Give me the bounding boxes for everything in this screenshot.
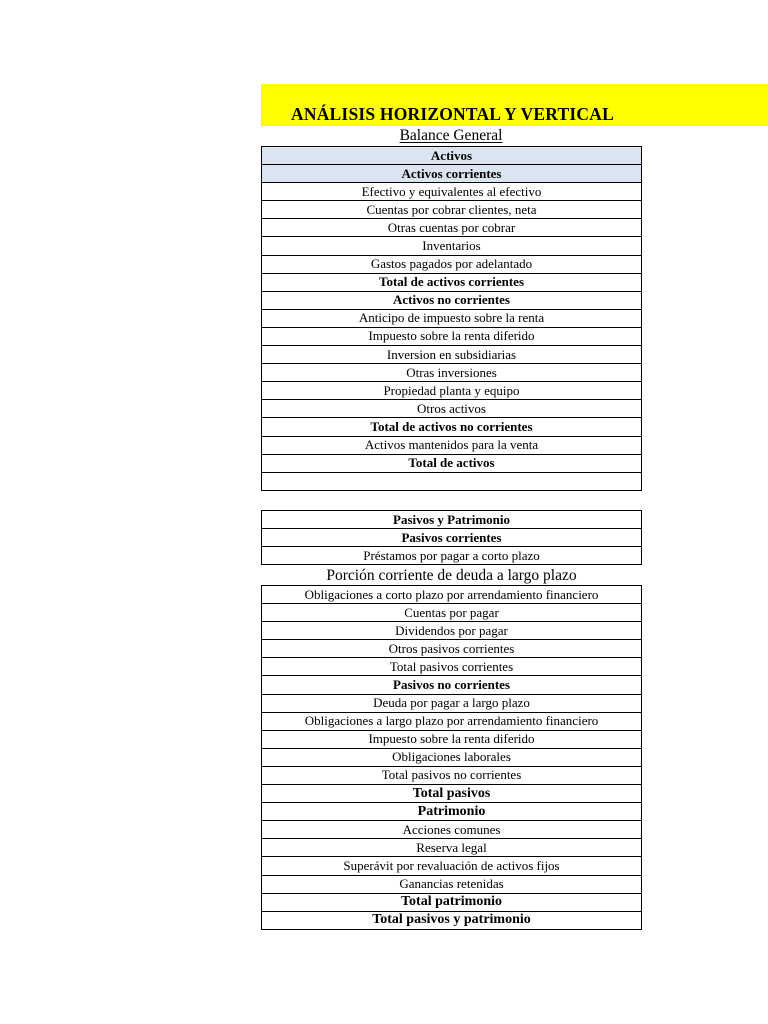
row-label-cell: Inventarios xyxy=(262,237,642,255)
empty-cell xyxy=(262,472,642,490)
table-row xyxy=(262,604,642,622)
table-row xyxy=(262,291,642,309)
row-label-cell: Impuesto sobre la renta diferido xyxy=(262,327,642,345)
table-row xyxy=(262,748,642,766)
row-label-cell: Impuesto sobre la renta diferido xyxy=(262,730,642,748)
table-row xyxy=(262,472,642,490)
row-label-cell: Gastos pagados por adelantado xyxy=(262,255,642,273)
table-row xyxy=(262,511,642,529)
row-label-cell: Ganancias retenidas xyxy=(262,875,642,893)
row-label-cell: Superávit por revaluación de activos fijos xyxy=(262,857,642,875)
table-row xyxy=(262,418,642,436)
table-row xyxy=(262,712,642,730)
row-label-cell: Otros pasivos corrientes xyxy=(262,640,642,658)
page-title: ANÁLISIS HORIZONTAL Y VERTICAL xyxy=(291,104,614,124)
current-portion-long-term-debt-label: Porción corriente de deuda a largo plazo xyxy=(326,567,577,584)
table-row xyxy=(262,694,642,712)
row-label-cell: Efectivo y equivalentes al efectivo xyxy=(262,183,642,201)
row-label-cell: Pasivos y Patrimonio xyxy=(262,511,642,529)
row-label-cell: Préstamos por pagar a corto plazo xyxy=(262,547,642,565)
row-label-cell: Activos xyxy=(262,147,642,165)
row-label-cell: Total de activos no corrientes xyxy=(262,418,642,436)
table-row xyxy=(262,875,642,893)
table-row xyxy=(262,454,642,472)
row-label-cell: Activos mantenidos para la venta xyxy=(262,436,642,454)
row-label-cell: Pasivos corrientes xyxy=(262,529,642,547)
table-row xyxy=(262,821,642,839)
row-label-cell: Pasivos no corrientes xyxy=(262,676,642,694)
table-row xyxy=(262,622,642,640)
table-row xyxy=(262,273,642,291)
title-banner xyxy=(261,84,768,126)
row-label-cell: Patrimonio xyxy=(262,803,642,821)
row-label-cell: Inversion en subsidiarias xyxy=(262,346,642,364)
table-row xyxy=(262,785,642,803)
table-row xyxy=(262,201,642,219)
table-row xyxy=(262,857,642,875)
subtitle-text: Balance General xyxy=(399,127,503,144)
row-label-cell: Otras inversiones xyxy=(262,364,642,382)
table-row xyxy=(262,529,642,547)
table-row xyxy=(262,165,642,183)
row-label-cell: Total pasivos no corrientes xyxy=(262,766,642,784)
row-label-cell: Dividendos por pagar xyxy=(262,622,642,640)
assets-table-body xyxy=(262,147,642,491)
liabilities-equity-table xyxy=(261,585,642,930)
table-row xyxy=(262,803,642,821)
row-label-cell: Obligaciones a corto plazo por arrendamiento financiero xyxy=(262,586,642,604)
table-row xyxy=(262,676,642,694)
table-row xyxy=(262,730,642,748)
table-row xyxy=(262,255,642,273)
table-row xyxy=(262,183,642,201)
table-row xyxy=(262,839,642,857)
table-row xyxy=(262,766,642,784)
table-row xyxy=(262,586,642,604)
liabilities-equity-body xyxy=(262,586,642,930)
liabilities-header-table xyxy=(261,510,642,565)
table-row xyxy=(262,219,642,237)
table-row xyxy=(262,237,642,255)
row-label-cell: Total de activos xyxy=(262,454,642,472)
row-label-cell: Activos corrientes xyxy=(262,165,642,183)
table-row xyxy=(262,382,642,400)
row-label-cell: Obligaciones laborales xyxy=(262,748,642,766)
row-label-cell: Cuentas por pagar xyxy=(262,604,642,622)
row-label-cell: Reserva legal xyxy=(262,839,642,857)
row-label-cell: Cuentas por cobrar clientes, neta xyxy=(262,201,642,219)
table-row xyxy=(262,364,642,382)
table-row xyxy=(262,658,642,676)
row-label-cell: Activos no corrientes xyxy=(262,291,642,309)
row-label-cell: Anticipo de impuesto sobre la renta xyxy=(262,309,642,327)
table-row xyxy=(262,346,642,364)
row-label-cell: Deuda por pagar a largo plazo xyxy=(262,694,642,712)
row-label-cell: Total de activos corrientes xyxy=(262,273,642,291)
table-row xyxy=(262,400,642,418)
row-label-cell: Total pasivos corrientes xyxy=(262,658,642,676)
liabilities-header-body xyxy=(262,511,642,565)
table-row xyxy=(262,309,642,327)
row-label-cell: Otras cuentas por cobrar xyxy=(262,219,642,237)
row-label-cell: Propiedad planta y equipo xyxy=(262,382,642,400)
table-row xyxy=(262,893,642,911)
page-subtitle xyxy=(261,126,641,146)
table-row xyxy=(262,640,642,658)
table-row xyxy=(262,327,642,345)
table-row xyxy=(262,547,642,565)
row-label-cell: Total patrimonio xyxy=(262,893,642,911)
row-label-cell: Total pasivos xyxy=(262,785,642,803)
row-label-cell: Acciones comunes xyxy=(262,821,642,839)
row-label-cell: Total pasivos y patrimonio xyxy=(262,911,642,929)
row-label-cell: Otros activos xyxy=(262,400,642,418)
table-row xyxy=(262,436,642,454)
assets-table xyxy=(261,146,642,491)
table-row xyxy=(262,911,642,929)
table-row xyxy=(262,147,642,165)
row-label-cell: Obligaciones a largo plazo por arrendamiento financiero xyxy=(262,712,642,730)
